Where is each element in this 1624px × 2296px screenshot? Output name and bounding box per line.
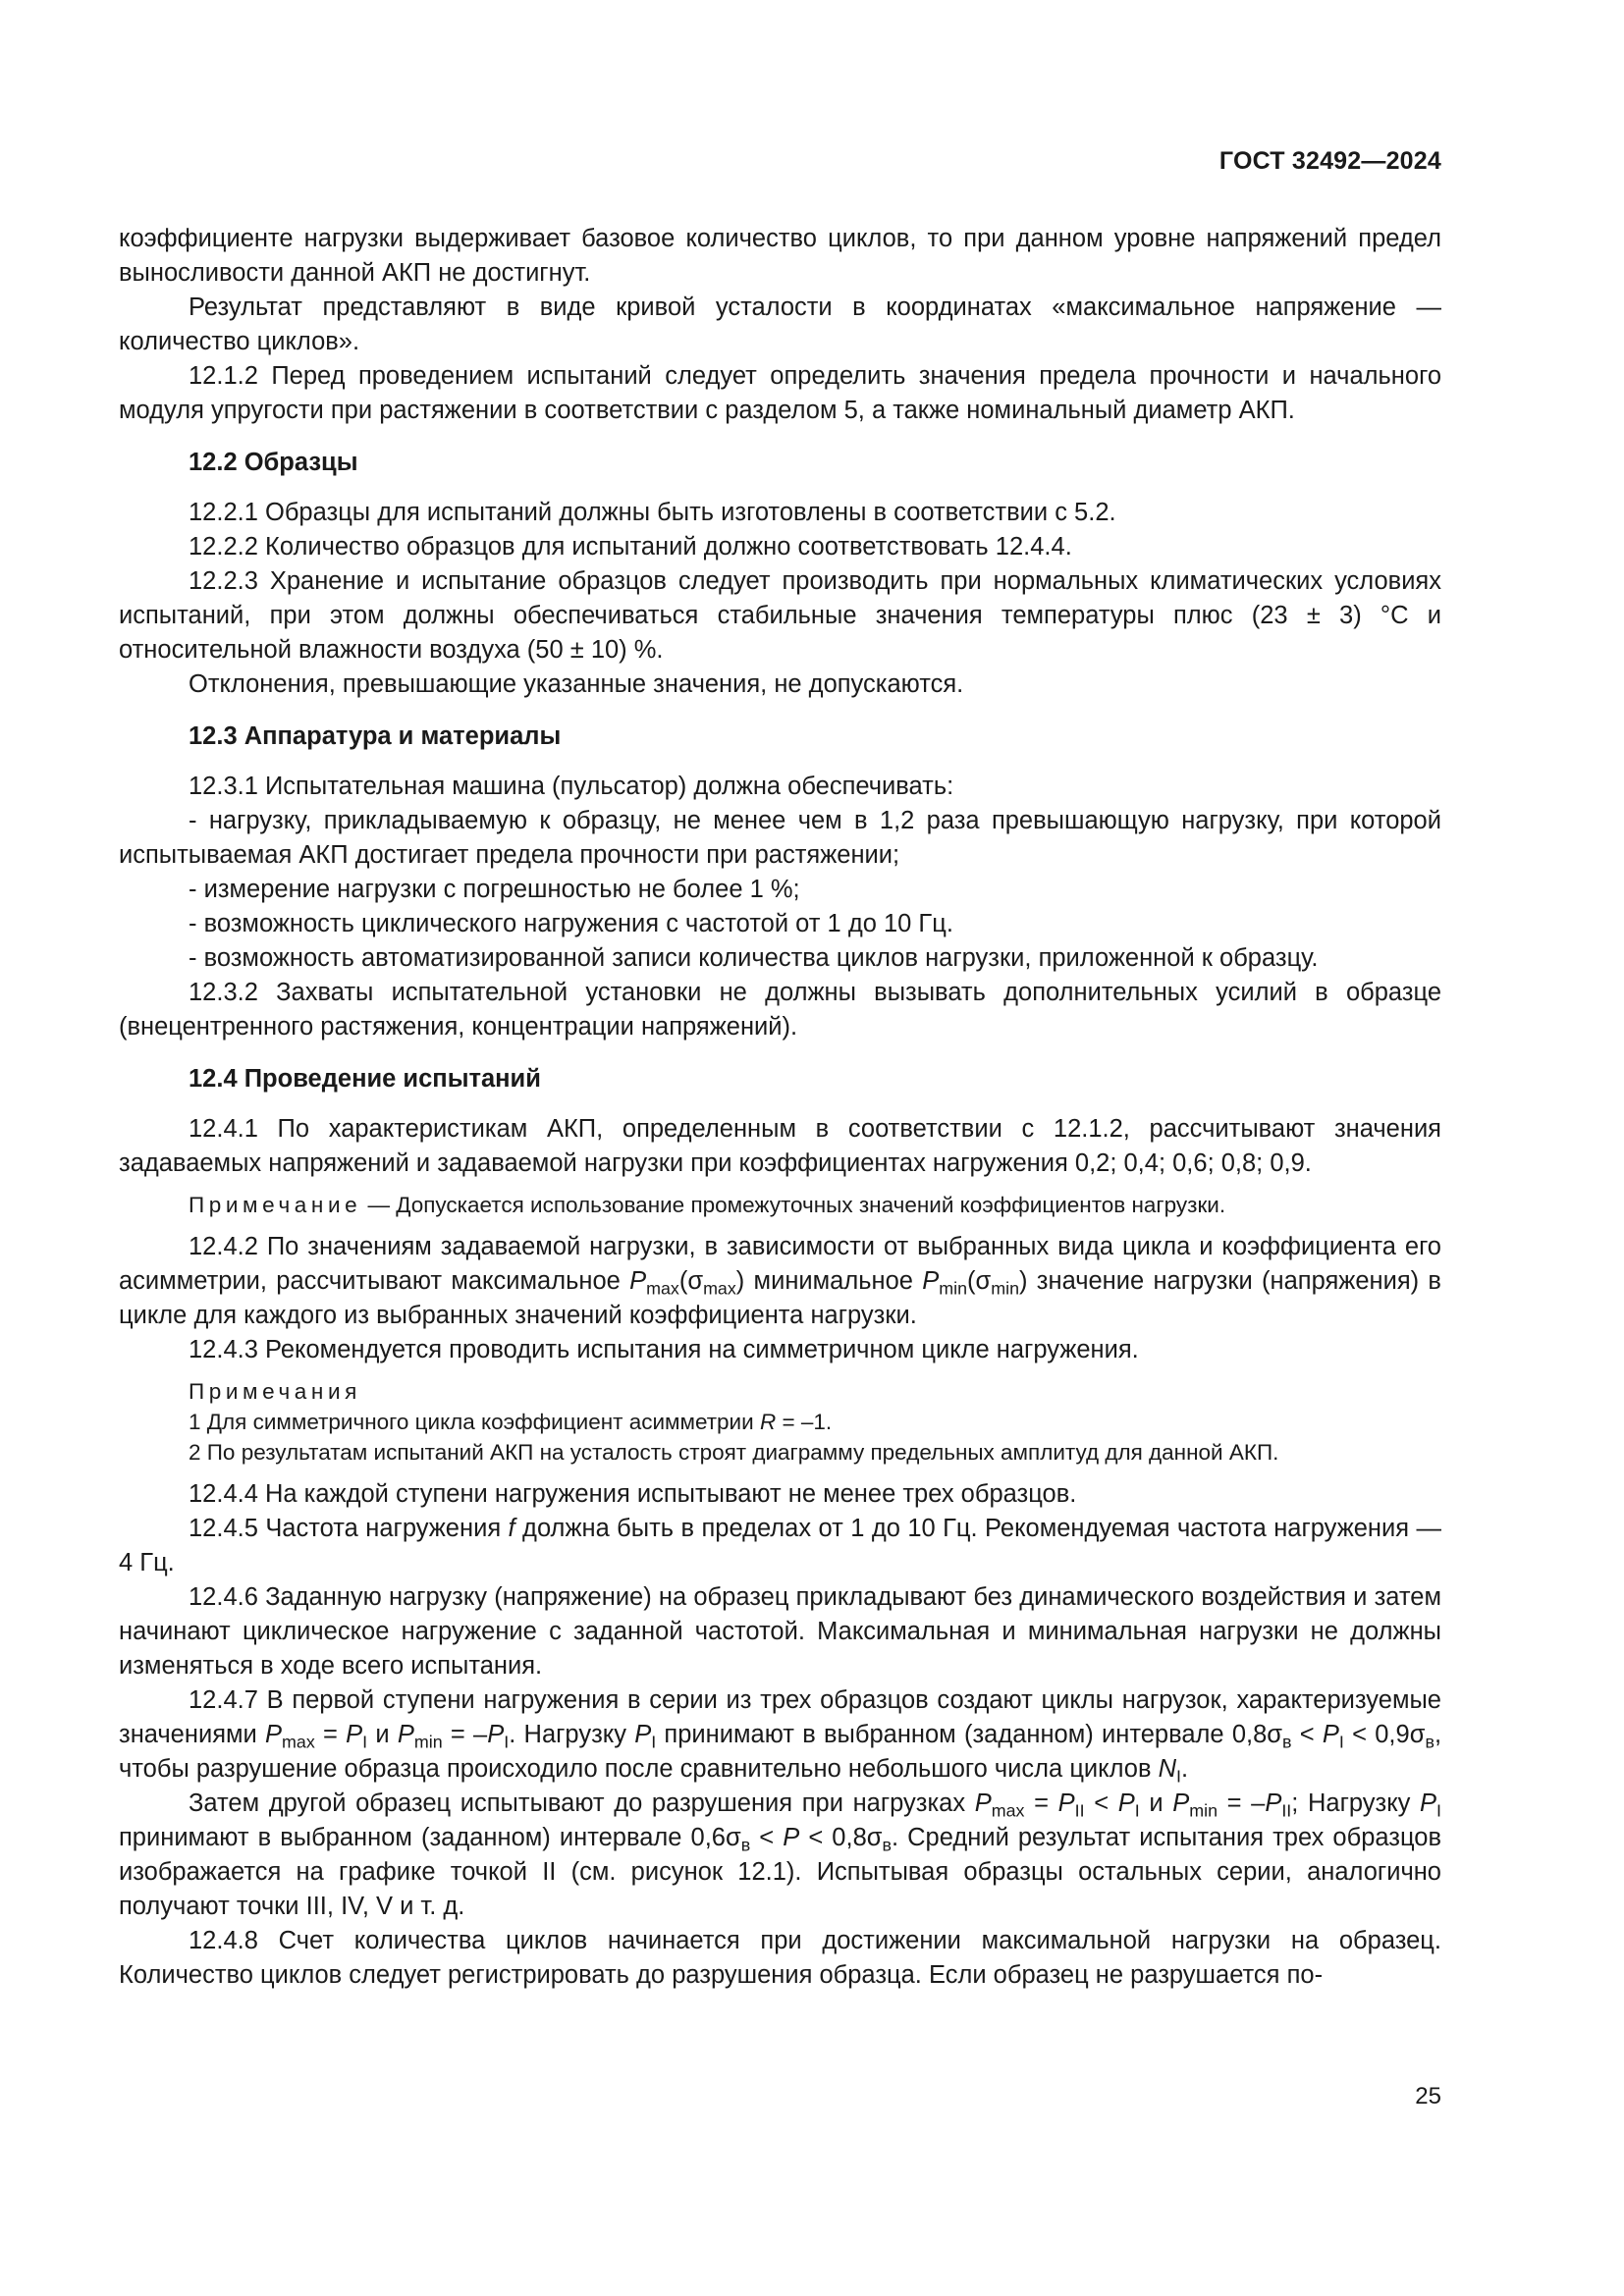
section-heading: 12.3 Аппаратура и материалы bbox=[189, 722, 562, 750]
list-item: - возможность циклического нагружения с частотой от 1 до 10 Гц. bbox=[189, 910, 953, 937]
note-label: Примечание bbox=[189, 1193, 362, 1217]
paragraph: 12.3.2 Захваты испытательной установки не должны вызывать дополнительных усилий в образце (внецентренного растяжения, концентрации напряжений). bbox=[119, 979, 1441, 1041]
paragraph: 12.4.4 На каждой ступени нагружения испытывают не менее трех образцов. bbox=[189, 1480, 1077, 1508]
text-run: = –1. bbox=[776, 1410, 833, 1434]
paragraph: 12.4.3 Рекомендуется проводить испытания на симметричном цикле нагружения. bbox=[189, 1336, 1139, 1363]
text-run: , чтобы разрушение образца происходило после сравнительно небольшого числа циклов bbox=[119, 1721, 1442, 1783]
note bbox=[119, 1190, 1441, 1220]
notes-block bbox=[119, 1376, 1441, 1468]
paragraph: 12.2.1 Образцы для испытаний должны быть изготовлены в соответствии с 5.2. bbox=[189, 499, 1116, 526]
paragraph: 12.2.2 Количество образцов для испытаний должно соответствовать 12.4.4. bbox=[189, 533, 1072, 561]
text-run: . Нагрузку bbox=[509, 1721, 635, 1748]
paragraph: Результат представляют в виде кривой усталости в координатах «максимальное напряжение — количество циклов». bbox=[119, 294, 1441, 355]
text-run: 12.4.5 Частота нагружения bbox=[189, 1515, 509, 1542]
text-run: Затем другой образец испытывают до разрушения при нагрузках bbox=[189, 1789, 975, 1817]
notes-label: Примечания bbox=[189, 1379, 361, 1404]
paragraph: коэффициенте нагрузки выдерживает базовое количество циклов, то при данном уровне напряжений предел выносливости данной АКП не достигнут. bbox=[119, 225, 1441, 287]
paragraph: 12.4.6 Заданную нагрузку (напряжение) на образец прикладывают без динамического воздействия и затем начинают циклическое нагружение с заданной частотой. Максимальная и минимальная нагрузки не должны изменяться в ходе всего испытания. bbox=[119, 1583, 1441, 1680]
text-run: принимают в выбранном (заданном) интервале 0,6σ bbox=[119, 1824, 741, 1851]
paragraph: 12.3.1 Испытательная машина (пульсатор) должна обеспечивать: bbox=[189, 773, 954, 800]
note-text: — Допускается использование промежуточных значений коэффициентов нагрузки. bbox=[361, 1193, 1226, 1217]
paragraph: Отклонения, превышающие указанные значения, не допускаются. bbox=[189, 670, 964, 698]
text-run: принимают в выбранном (заданном) интервале 0,8σ bbox=[656, 1721, 1283, 1748]
paragraph: 12.4.2 По значениям задаваемой нагрузки, в зависимости от выбранных вида цикла и коэффициента его асимметрии, рассчитывают максимальное $P_{max}(\sigma_{max})$ минимальное $P_{min}(\sigma_{min})$ значение нагрузки (напряжения) в цикле для каждого из выбранных значений коэффициента нагрузки. bbox=[119, 1233, 1441, 1329]
text-run: ; Нагрузку bbox=[1291, 1789, 1421, 1817]
paragraph: 12.2.3 Хранение и испытание образцов следует производить при нормальных климатических условиях испытаний, при этом должны обеспечиваться стабильные значения температуры плюс (23 ± 3) °С и относительной влажности воздуха (50 ± 10) %. bbox=[119, 567, 1441, 664]
text-run: . Средний результат испытания трех образцов изображается на графике точкой II (см. рисунок 12.1). Испытывая образцы остальных серии, аналогично получают точки III, IV, V и т. д. bbox=[119, 1824, 1442, 1920]
list-item: - нагрузку, прикладываемую к образцу, не менее чем в 1,2 раза превышающую нагрузку, при которой испытываемая АКП достигает предела прочности при растяжении; bbox=[119, 807, 1441, 869]
note-item: 1 Для симметричного цикла коэффициент асимметрии R = –1. bbox=[189, 1410, 833, 1434]
paragraph: Затем другой образец испытывают до разрушения при нагрузках $P_{max} = P_{II} < P_I$ и $P_{min} = -P_{II}$; Нагрузку $P_I$ принимают в выбранном (заданном) интервале $0,6\sigma_в < P < 0,8\sigma_в$. Средний результат испытания трех образцов изображается на графике точкой II (см. рисунок 12.1). Испытывая образцы остальных серии, аналогично получают точки III, IV, V и т. д. bbox=[119, 1789, 1442, 1920]
paragraph: 12.4.7 В первой ступени нагружения в серии из трех образцов создают циклы нагрузок, характеризуемые значениями $P_{max} = P_I$ и $P_{min} = -P_I$. Нагрузку $P_I$ принимают в выбранном (заданном) интервале $0,8\sigma_в < P_I < 0,9\sigma_в$, чтобы разрушение образца происходило после сравнительно небольшого числа циклов $N_I$. bbox=[119, 1686, 1442, 1787]
text-run: минимальное bbox=[744, 1267, 923, 1295]
standard-header: ГОСТ 32492—2024 bbox=[1218, 147, 1441, 175]
text-run: должна быть в пределах от 1 до 10 Гц. Рекомендуемая частота нагружения — 4 Гц. bbox=[119, 1515, 1441, 1576]
note-item: 2 По результатам испытаний АКП на усталость строят диаграмму предельных амплитуд для данной АКП. bbox=[189, 1440, 1279, 1465]
paragraph: 12.1.2 Перед проведением испытаний следует определить значения предела прочности и начального модуля упругости при растяжении в соответствии с разделом 5, а также номинальный диаметр АКП. bbox=[119, 362, 1441, 424]
paragraph: 12.4.8 Счет количества циклов начинается при достижении максимальной нагрузки на образец. Количество циклов следует регистрировать до разрушения образца. Если образец не разрушается по- bbox=[119, 1927, 1441, 1989]
page-number: 25 bbox=[1415, 2083, 1441, 2109]
text-run: значение нагрузки (напряжения) в цикле для каждого из выбранных значений коэффициента нагрузки. bbox=[119, 1267, 1441, 1329]
text-run: 12.4.7 В первой ступени нагружения в серии из трех образцов создают циклы нагрузок, характеризуемые значениями bbox=[119, 1686, 1441, 1748]
text-run: 1 Для симметричного цикла коэффициент асимметрии bbox=[189, 1410, 760, 1434]
section-heading: 12.2 Образцы bbox=[189, 449, 358, 476]
paragraph: 12.4.5 Частота нагружения f должна быть в пределах от 1 до 10 Гц. Рекомендуемая частота нагружения — 4 Гц. bbox=[119, 1515, 1441, 1576]
paragraph: 12.4.1 По характеристикам АКП, определенным в соответствии с 12.1.2, рассчитывают значения задаваемых напряжений и задаваемой нагрузки при коэффициентах нагружения 0,2; 0,4; 0,6; 0,8; 0,9. bbox=[119, 1115, 1441, 1177]
list-item: - возможность автоматизированной записи количества циклов нагрузки, приложенной к образцу. bbox=[189, 944, 1319, 972]
list-item: - измерение нагрузки с погрешностью не более 1 %; bbox=[189, 876, 800, 903]
section-heading: 12.4 Проведение испытаний bbox=[189, 1065, 541, 1093]
text-run: 12.4.2 По значениям задаваемой нагрузки, в зависимости от выбранных вида цикла и коэффициента его асимметрии, рассчитывают максимальное bbox=[119, 1233, 1441, 1295]
document-body bbox=[119, 222, 1441, 1993]
